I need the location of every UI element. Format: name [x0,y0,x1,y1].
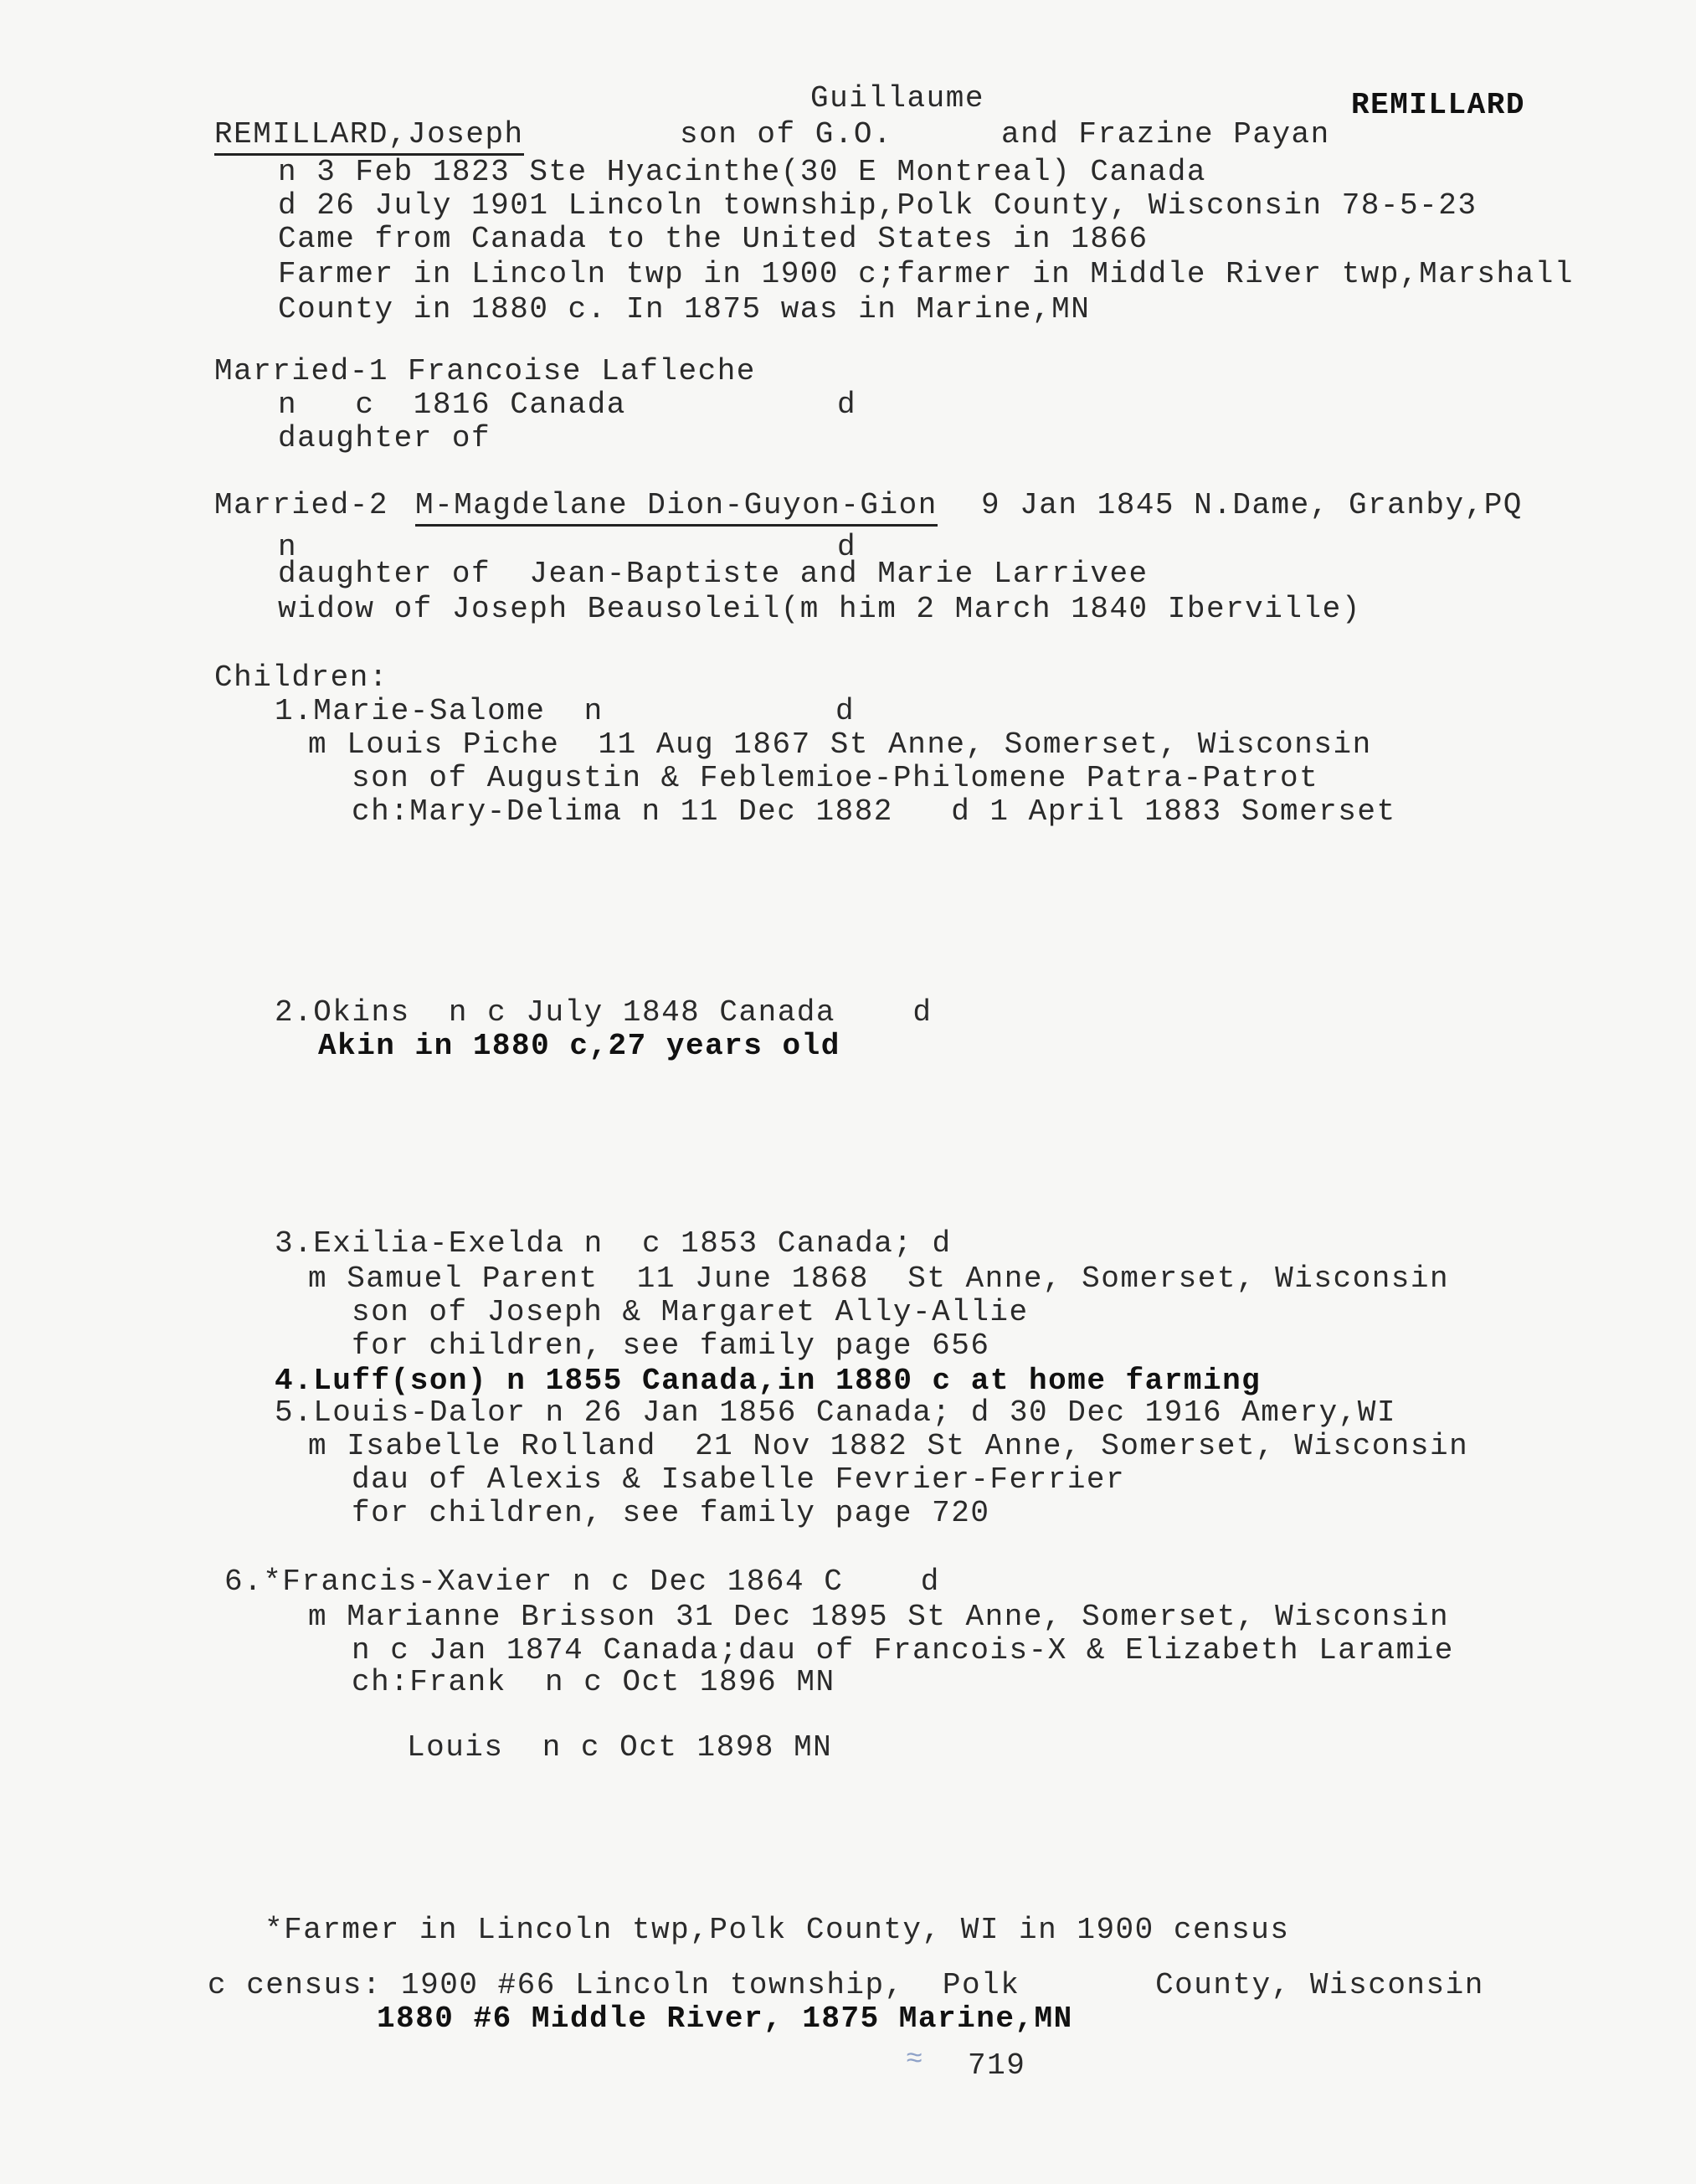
child-1-children: ch:Mary-Delima n 11 Dec 1882 d 1 April 1883 Somerset [352,794,1396,829]
marriage-2-daughter: daughter of Jean-Baptiste and Marie Larrivee [278,557,1149,591]
birth-line: n 3 Feb 1823 Ste Hyacinthe(30 E Montreal) Canada [278,155,1206,189]
son-of: son of G.O. [680,117,893,152]
immigration-line: Came from Canada to the United States in 1866 [278,222,1149,256]
father-name-above: Guillaume [810,81,984,116]
child-1-marriage: m Louis Piche 11 Aug 1867 St Anne, Somerset, Wisconsin [308,727,1372,762]
child-6-line: 6.*Francis-Xavier n c Dec 1864 C d [224,1565,940,1599]
child-1-line: 1.Marie-Salome n d [275,694,856,728]
marriage-1-heading: Married-1 Francoise Lafleche [214,354,756,388]
children-heading: Children: [214,660,388,695]
child-3-children-ref: for children, see family page 656 [352,1328,990,1363]
marriage-2-died: d [837,530,857,564]
child-4-line: 4.Luff(son) n 1855 Canada,in 1880 c at home farming [275,1364,1262,1398]
footnote: *Farmer in Lincoln twp,Polk County, WI in 1900 census [265,1913,1290,1947]
census-line-2: 1880 #6 Middle River, 1875 Marine,MN [377,2002,1073,2036]
death-line: d 26 July 1901 Lincoln township,Polk County, Wisconsin 78-5-23 [278,188,1478,223]
child-3-line: 3.Exilia-Exelda n c 1853 Canada; d [275,1226,952,1261]
page-number: 719 [968,2048,1026,2083]
marriage-2-widow: widow of Joseph Beausoleil(m him 2 March 1840 Iberville) [278,592,1361,626]
child-2-note: Akin in 1880 c,27 years old [318,1029,840,1063]
marriage-2-details: 9 Jan 1845 N.Dame, Granby,PQ [981,488,1523,522]
occupation-line: Farmer in Lincoln twp in 1900 c;farmer in Middle River twp,Marshall [278,257,1574,291]
census-line-1: c census: 1900 #66 Lincoln township, Polk County, Wisconsin [208,1968,1484,2002]
marriage-2-spouse: M-Magdelane Dion-Guyon-Gion [415,489,938,527]
marriage-1-born: n c 1816 Canada [278,388,626,422]
child-6-spouse-details: n c Jan 1874 Canada;dau of Francois-X & Elizabeth Laramie [352,1633,1454,1668]
faint-stamp-mark: ≈ [906,2044,923,2076]
child-5-marriage: m Isabelle Rolland 21 Nov 1882 St Anne, Somerset, Wisconsin [308,1429,1469,1463]
child-2-line: 2.Okins n c July 1848 Canada d [275,995,933,1030]
marriage-2-born: n [278,530,298,564]
surname-tag: REMILLARD [1351,88,1525,122]
occupation-line-2: County in 1880 c. In 1875 was in Marine,MN [278,292,1091,326]
child-3-spouse-parents: son of Joseph & Margaret Ally-Allie [352,1295,1029,1329]
child-5-spouse-parents: dau of Alexis & Isabelle Fevrier-Ferrier [352,1462,1126,1497]
marriage-2-prefix: Married-2 [214,488,388,522]
child-3-marriage: m Samuel Parent 11 June 1868 St Anne, Somerset, Wisconsin [308,1262,1450,1296]
person-name: REMILLARD,Joseph [214,118,524,156]
child-5-children-ref: for children, see family page 720 [352,1496,990,1530]
mother-name: and Frazine Payan [1001,117,1330,152]
child-6-child-frank: ch:Frank n c Oct 1896 MN [352,1665,835,1699]
child-5-line: 5.Louis-Dalor n 26 Jan 1856 Canada; d 30 Dec 1916 Amery,WI [275,1395,1397,1430]
marriage-1-daughter: daughter of [278,421,491,455]
child-6-child-louis: Louis n c Oct 1898 MN [407,1730,833,1765]
child-1-spouse-parents: son of Augustin & Feblemioe-Philomene Patra-Patrot [352,761,1319,795]
child-6-marriage: m Marianne Brisson 31 Dec 1895 St Anne, Somerset, Wisconsin [308,1600,1450,1634]
marriage-1-died: d [837,388,857,422]
